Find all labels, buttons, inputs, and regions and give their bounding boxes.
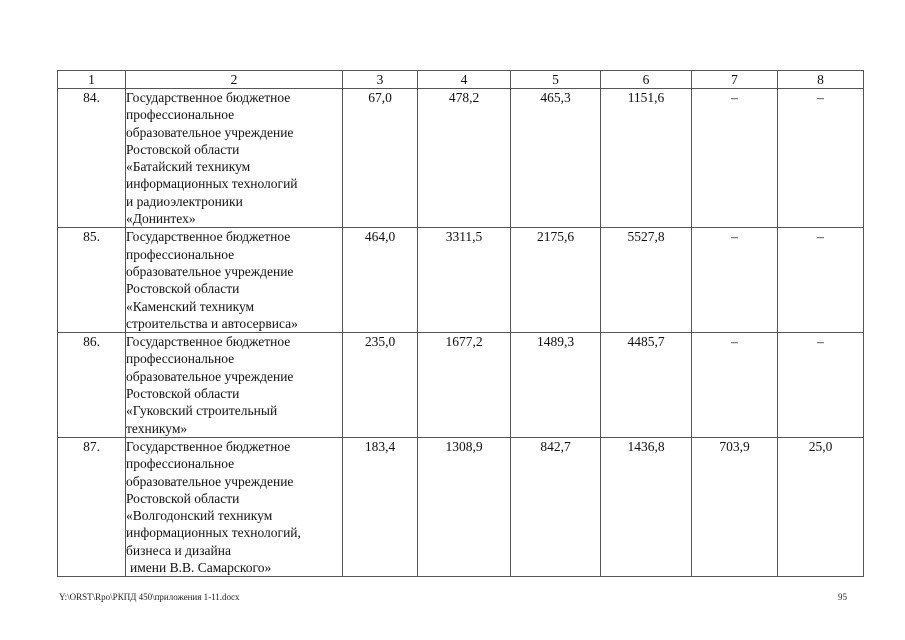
- column-header: 1: [58, 71, 126, 89]
- value-cell: 235,0: [343, 333, 418, 438]
- value-cell: 1151,6: [601, 89, 692, 228]
- institution-name: [126, 228, 343, 333]
- value-cell: 5527,8: [601, 228, 692, 333]
- column-header: 2: [126, 71, 343, 89]
- name-line: образовательное учреждение: [126, 124, 294, 140]
- name-line: Ростовской области: [126, 281, 240, 297]
- table-row: [58, 89, 864, 228]
- name-line: имени В.В. Самарского»: [130, 560, 272, 576]
- name-line: Ростовской области: [126, 141, 240, 157]
- value-cell: 183,4: [343, 437, 418, 576]
- name-line: образовательное учреждение: [126, 473, 294, 489]
- column-header: 6: [601, 71, 692, 89]
- value-cell: –: [692, 228, 778, 333]
- name-line: образовательное учреждение: [126, 368, 294, 384]
- row-number: 87.: [58, 437, 126, 576]
- column-header: 4: [418, 71, 511, 89]
- name-line: бизнеса и дизайна: [126, 542, 231, 558]
- value-cell: –: [778, 228, 864, 333]
- table-row: [58, 333, 864, 438]
- name-line: Государственное бюджетное: [126, 334, 291, 350]
- value-cell: 1308,9: [418, 437, 511, 576]
- data-table: [57, 70, 864, 577]
- name-line: техникум»: [126, 420, 188, 436]
- value-cell: 1436,8: [601, 437, 692, 576]
- institution-name: [126, 333, 343, 438]
- institution-name: [126, 437, 343, 576]
- value-cell: 464,0: [343, 228, 418, 333]
- name-line: Государственное бюджетное: [126, 90, 291, 105]
- table-row: [58, 437, 864, 576]
- column-header: 8: [778, 71, 864, 89]
- name-line: информационных технологий: [126, 176, 298, 192]
- name-line: «Волгодонский техникум: [126, 508, 273, 524]
- row-number: 85.: [58, 228, 126, 333]
- name-line: Государственное бюджетное: [126, 229, 291, 245]
- table-row: [58, 228, 864, 333]
- value-cell: 1489,3: [511, 333, 601, 438]
- name-line: Ростовской области: [126, 386, 240, 402]
- name-line: информационных технологий,: [126, 525, 301, 541]
- name-line: Государственное бюджетное: [126, 438, 291, 454]
- name-line: «Каменский техникум: [126, 298, 255, 314]
- value-cell: –: [692, 89, 778, 228]
- column-header: 5: [511, 71, 601, 89]
- institution-name: [126, 89, 343, 228]
- name-line: строительства и автосервиса»: [126, 315, 298, 331]
- value-cell: –: [778, 89, 864, 228]
- name-line: образовательное учреждение: [126, 263, 294, 279]
- name-line: «Донинтех»: [126, 211, 196, 227]
- name-line: «Батайский техникум: [126, 159, 251, 175]
- value-cell: 465,3: [511, 89, 601, 228]
- value-cell: 3311,5: [418, 228, 511, 333]
- value-cell: 703,9: [692, 437, 778, 576]
- name-line: Ростовской области: [126, 490, 240, 506]
- value-cell: 67,0: [343, 89, 418, 228]
- row-number: 86.: [58, 333, 126, 438]
- value-cell: –: [778, 333, 864, 438]
- name-line: «Гуковский строительный: [126, 403, 278, 419]
- value-cell: 842,7: [511, 437, 601, 576]
- value-cell: 25,0: [778, 437, 864, 576]
- value-cell: 478,2: [418, 89, 511, 228]
- name-line: профессиональное: [126, 456, 235, 472]
- name-line: профессиональное: [126, 107, 235, 123]
- value-cell: 1677,2: [418, 333, 511, 438]
- column-number-row: [58, 71, 864, 89]
- value-cell: –: [692, 333, 778, 438]
- column-header: 3: [343, 71, 418, 89]
- name-line: и радиоэлектроники: [126, 193, 243, 209]
- value-cell: 2175,6: [511, 228, 601, 333]
- page-number: 95: [838, 592, 847, 602]
- name-line: профессиональное: [126, 246, 235, 262]
- value-cell: 4485,7: [601, 333, 692, 438]
- row-number: 84.: [58, 89, 126, 228]
- name-line: профессиональное: [126, 351, 235, 367]
- footer-file-path: Y:\ORST\Rpo\РКПД 450\приложения 1-11.docx: [59, 592, 240, 602]
- column-header: 7: [692, 71, 778, 89]
